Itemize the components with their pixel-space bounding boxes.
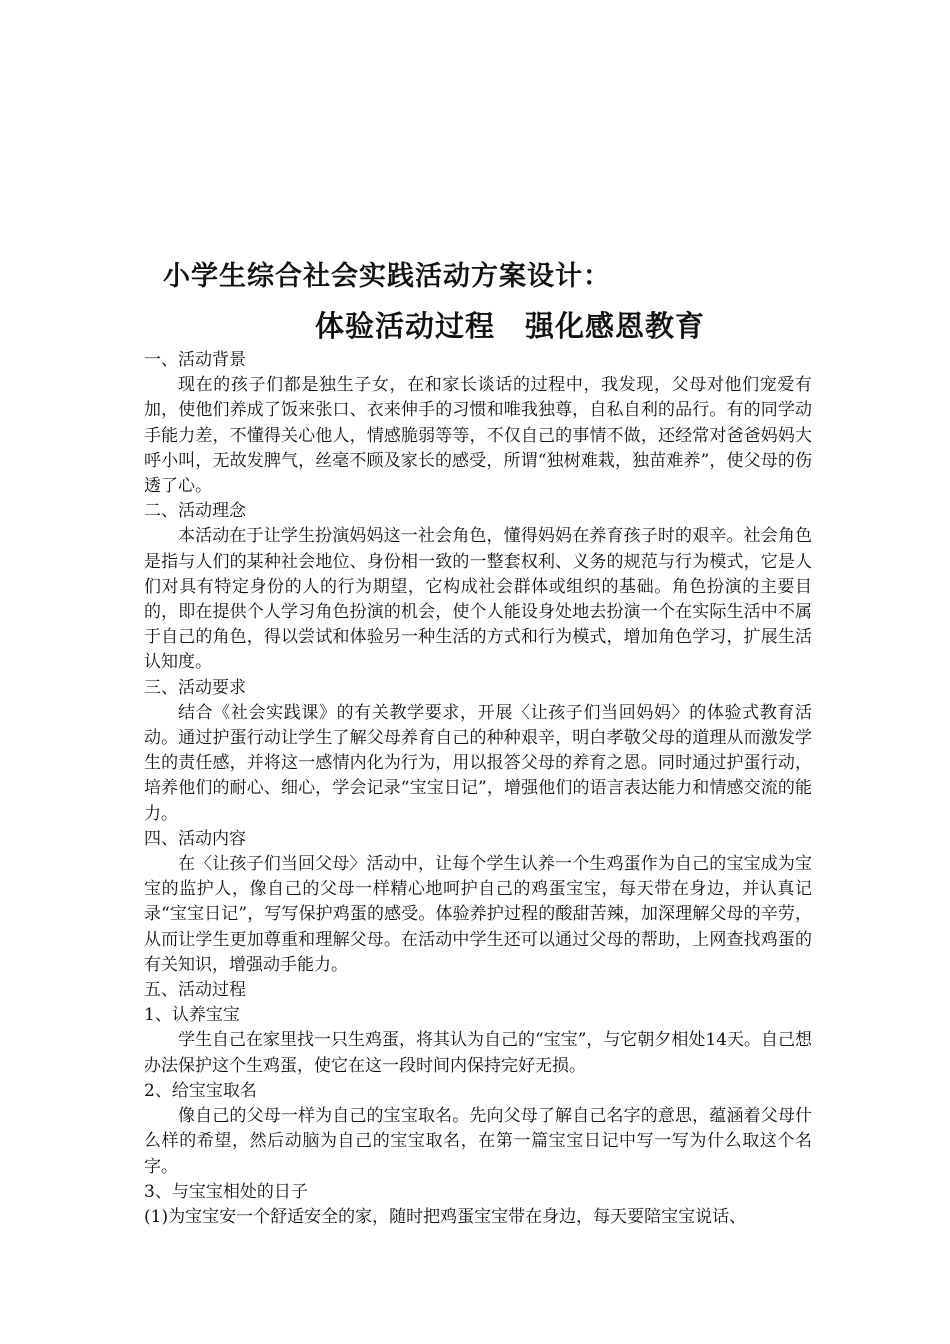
step-text-adopt: 学生自己在家里找一只生鸡蛋，将其认为自己的“宝宝”，与它朝夕相处14天。自己想办法保护这个生鸡蛋，使它在这一段时间内保持完好无损。 <box>144 1030 813 1076</box>
section-text-background: 现在的孩子们都是独生子女，在和家长谈话的过程中，我发现，父母对他们宠爱有加，使他们养成了饭来张口、衣来伸手的习惯和唯我独尊，自私自利的品行。有的同学动手能力差，不懂得关心他人，情感脆弱等等，不仅自己的事情不做，还经常对爸爸妈妈大呼小叫，无故发脾气，丝毫不顾及家长的感受，所谓“独树难栽，独苗难养”，使父母的伤透了心。 <box>144 375 812 497</box>
section-text-content: 在〈让孩子们当回父母〉活动中，让每个学生认养一个生鸡蛋作为自己的宝宝成为宝宝的监护人，像自己的父母一样精心地呵护自己的鸡蛋宝宝，每天带在身边，并认真记录“宝宝日记”，写写保护鸡蛋的感受。体验养护过程的酸甜苦辣，加深理解父母的辛劳，从而让学生更加尊重和理解父母。在活动中学生还可以通过父母的帮助，上网查找鸡蛋的有关知识，增强动手能力。 <box>144 854 812 975</box>
section-heading-requirements: 三、活动要求 <box>144 677 246 698</box>
section-text-concept: 本活动在于让学生扮演妈妈这一社会角色，懂得妈妈在养育孩子时的艰辛。社会角色是指与人们的某种社会地位、身份相一致的一整套权利、义务的规范与行为模式，它是人们对具有特定身份的人的行为期望，它构成社会群体或组织的基础。角色扮演的主要目的，即在提供个人学习角色扮演的机会，使个人能设身处地去扮演一个在实际生活中不属于自己的角色，得以尝试和体验另一种生活的方式和行为模式，增加角色学习，扩展生活认知度。 <box>144 526 812 673</box>
step-text-naming: 像自己的父母一样为自己的宝宝取名。先向父母了解自己名字的意思，蕴涵着父母什么样的希望，然后动脑为自己的宝宝取名，在第一篇宝宝日记中写一写为什么取这个名字。 <box>144 1106 812 1177</box>
section-heading-concept: 二、活动理念 <box>144 501 246 522</box>
step-heading-daily-life: 3、与宝宝相处的日子 <box>144 1181 308 1202</box>
step-item-home: (1)为宝宝安一个舒适安全的家，随时把鸡蛋宝宝带在身边，每天要陪宝宝说话、 <box>144 1206 747 1227</box>
section-text-requirements: 结合《社会实践课》的有关教学要求，开展〈让孩子们当回妈妈〉的体验式教育活动。通过护蛋行动让学生了解父母养育自己的种种艰辛，明白孝敬父母的道理从而激发学生的责任感，并将这一感情内化为行为，用以报答父母的养育之恩。同时通过护蛋行动，培养他们的耐心、细心，学会记录“宝宝日记”，增强他们的语言表达能力和情感交流的能力。 <box>144 702 812 824</box>
section-heading-process: 五、活动过程 <box>144 980 246 1001</box>
step-heading-naming: 2、给宝宝取名 <box>144 1080 257 1101</box>
step-heading-adopt: 1、认养宝宝 <box>144 1005 240 1026</box>
document-body <box>144 348 812 1230</box>
document-title: 小学生综合社会实践活动方案设计： <box>163 261 611 292</box>
section-heading-background: 一、活动背景 <box>144 350 246 370</box>
section-heading-content: 四、活动内容 <box>144 828 246 849</box>
document-subtitle: 体验活动过程 强化感恩教育 <box>315 309 706 343</box>
